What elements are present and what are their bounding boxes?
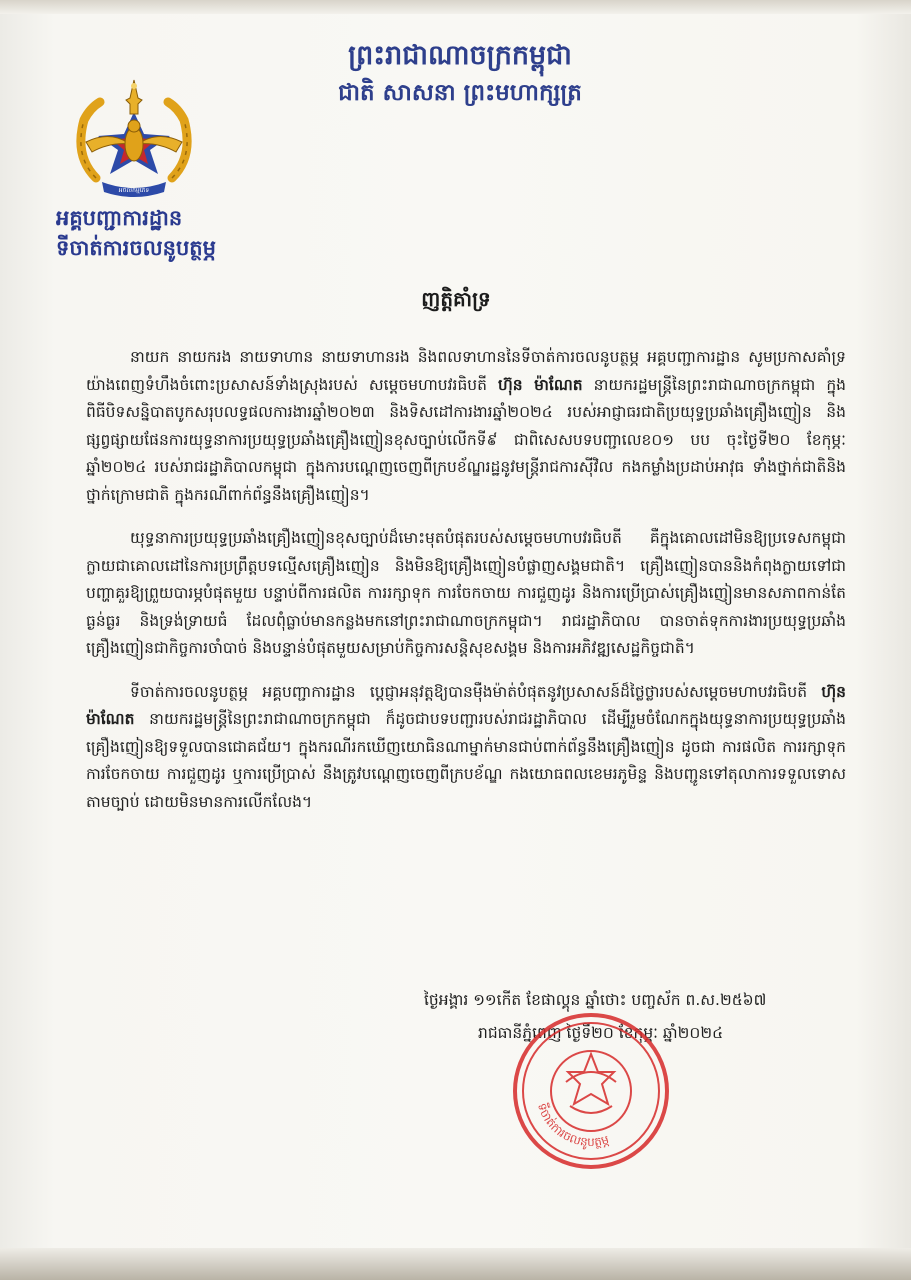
document-title: ញត្តិគាំទ្រ bbox=[421, 287, 491, 311]
paper-top-shadow bbox=[0, 0, 911, 14]
paper-bottom-shadow bbox=[0, 1248, 911, 1280]
date-solar: រាជធានីភ្នំពេញ ថ្ងៃទី២០ ខែកុម្ភៈ ឆ្នាំ២០២៤ bbox=[478, 1024, 724, 1042]
kingdom-line-1: ព្រះរាជាណាចក្រកម្ពុជា bbox=[348, 40, 572, 71]
paragraph-1-part-a: នាយក នាយករង នាយទាហាន នាយទាហានរង និងពលទាហាននៃទីចាត់ការចលនូបត្ថម្ភ អគ្គបញ្ជាការដ្ឋាន សូមប្រកាសគាំទ្រយ៉ាងពេញទំហឹងចំពោះប្រសាសន៍ទាំងស្រុងរបស់ សម្តេចមហាបវរធិបតី bbox=[86, 348, 846, 394]
org-line-2: ទីចាត់ការចលនូបត្ថម្ភ bbox=[56, 236, 216, 260]
org-line-1: អគ្គបញ្ជាការដ្ឋាន bbox=[56, 206, 183, 230]
paragraph-2: យុទ្ធនាការប្រយុទ្ធប្រឆាំងគ្រឿងញៀនខុសច្បាប់ដ៏មោះមុតបំផុតរបស់សម្តេចមហាបវរធិបតី គឺក្នុងគោលដៅមិនឱ្យប្រទេសកម្ពុជាក្លាយជាគោលដៅនៃការប្រព្រឹត្តបទល្មើសគ្រឿងញៀន និងមិនឱ្យគ្រឿងញៀនបំផ្លាញសង្គមជាតិ។ គ្រឿងញៀនបាននិងកំពុងក្លាយទៅជាបញ្ហាគួរឱ្យព្រួយបារម្ភបំផុតមួយ បន្ទាប់ពីការផលិត ការរក្សាទុក ការចែកចាយ ការជួញដូរ និងការប្រើប្រាស់គ្រឿងញៀនមានសភាពកាន់តែធ្ងន់ធ្ងរ និងទ្រង់ទ្រាយធំ ដែលពុំធ្លាប់មានកន្លងមកនៅព្រះរាជាណាចក្រកម្ពុជា។ រាជរដ្ឋាភិបាល បានចាត់ទុកការងារប្រយុទ្ធប្រឆាំងគ្រឿងញៀនជាកិច្ចការចាំបាច់ និងបន្ទាន់បំផុតមួយសម្រាប់កិច្ចការសន្តិសុខសង្គម និងការអភិវឌ្ឍសេដ្ឋកិច្ចជាតិ។ bbox=[86, 529, 846, 657]
pm-name-bold: ហ៊ុន ម៉ាណែត bbox=[498, 375, 583, 394]
paragraph-3-part-a: ទីចាត់ការចលនូបត្ថម្ភ អគ្គបញ្ជាការដ្ឋាន ប្តេជ្ញាអនុវត្តឱ្យបានម៉ឺងម៉ាត់បំផុតនូវប្រសាសន៍ដ៏ថ្លៃថ្លារបស់សម្តេចមហាបវរធិបតី bbox=[130, 682, 822, 701]
kingdom-header bbox=[300, 36, 620, 110]
paragraph-1 bbox=[86, 344, 846, 509]
paragraph-3 bbox=[86, 679, 846, 817]
document-body bbox=[86, 344, 846, 832]
emblem-ribbon-text: អចលកម្មភេទ bbox=[118, 187, 150, 194]
date-lunar: ថ្ងៃអង្គារ ១១កើត ខែផាល្គុន ឆ្នាំថោះ បញ្ចស័ក ព.ស.២៥៦៧ bbox=[424, 991, 767, 1009]
pm-name-bold: ហ៊ុន ម៉ាណែត bbox=[86, 682, 846, 728]
kingdom-line-2: ជាតិ សាសនា ព្រះមហាក្សត្រ bbox=[338, 79, 582, 106]
stamp-text-arc: ទីចាត់ការចលនូបត្ថម្ភ bbox=[534, 1101, 611, 1150]
organization-name bbox=[56, 203, 216, 263]
paragraph-3-part-b: នាយករដ្ឋមន្ត្រីនៃព្រះរាជាណាចក្រកម្ពុជា ក៏ដូចជាបទបញ្ជារបស់រាជរដ្ឋាភិបាល ដើម្បីរួមចំណែកក្នុងយុទ្ធនាការប្រយុទ្ធប្រឆាំងគ្រឿងញៀនឱ្យទទួលបានជោគជ័យ។ ក្នុងករណីរកឃើញយោធិនណាម្នាក់មានជាប់ពាក់ព័ន្ធនឹងគ្រឿងញៀន ដូចជា ការផលិត ការរក្សាទុក ការចែកចាយ ការជួញដូរ ឬការប្រើប្រាស់ នឹងត្រូវបណ្តេញចេញពីក្របខ័ណ្ឌ កងយោធពលខេមរភូមិន្ទ និងបញ្ជូនទៅតុលាការទទួលទោសតាមច្បាប់ ដោយមិនមានការលើកលែង។ bbox=[86, 710, 846, 811]
official-seal-stamp bbox=[510, 1010, 672, 1172]
paragraph-1-part-b: នាយករដ្ឋមន្ត្រីនៃព្រះរាជាណាចក្រកម្ពុជា ក្នុងពិធីបិទសន្និបាតបូកសរុបលទ្ធផលការងារឆ្នាំ២០២៣ និងទិសដៅការងារឆ្នាំ២០២៤ របស់អាជ្ញាធរជាតិប្រយុទ្ធប្រឆាំងគ្រឿងញៀន និងផ្សព្វផ្សាយផែនការយុទ្ធនាការប្រយុទ្ធប្រឆាំងគ្រឿងញៀនខុសច្បាប់លើកទី៩ ជាពិសេសបទបញ្ជាលេខ០១ បប ចុះថ្ងៃទី២០ ខែកុម្ភៈ ឆ្នាំ២០២៤ របស់រាជរដ្ឋាភិបាលកម្ពុជា ក្នុងការបណ្តេញចេញពីក្របខ័ណ្ឌរដ្ឋនូវមន្ត្រីរាជការស៊ីវិល កងកម្លាំងប្រដាប់អាវុធ ទាំងថ្នាក់ជាតិនិងថ្នាក់ក្រោមជាតិ ក្នុងករណីពាក់ព័ន្ធនឹងគ្រឿងញៀន។ bbox=[86, 375, 846, 504]
military-emblem-icon bbox=[66, 78, 202, 202]
